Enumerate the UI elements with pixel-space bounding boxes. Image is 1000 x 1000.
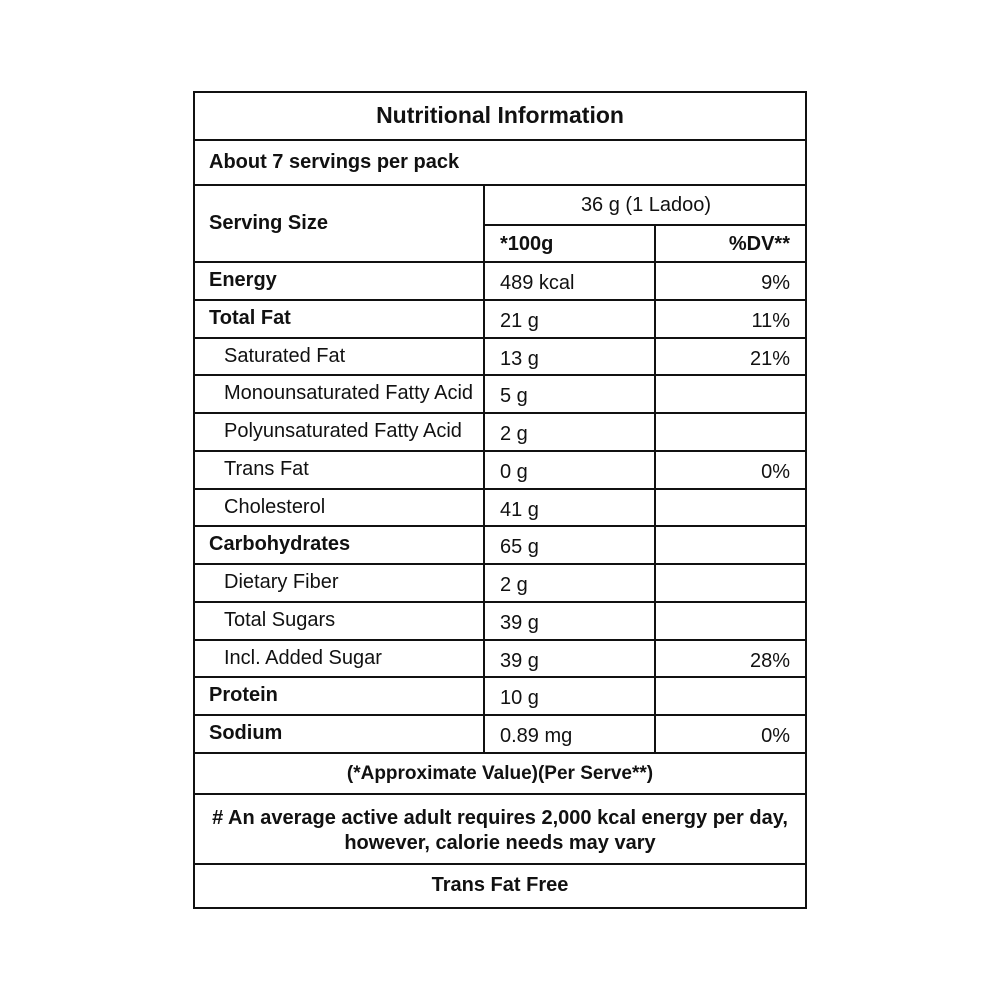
row-divider (193, 676, 807, 678)
column-header-100g: *100g (500, 233, 554, 255)
row-divider (193, 714, 807, 716)
nutrient-value: 39 g (500, 650, 539, 672)
nutrient-name: Protein (209, 684, 278, 706)
nutrient-daily-value: 28% (749, 650, 790, 672)
divider-table-end (193, 752, 807, 754)
column-divider-1 (483, 184, 485, 753)
row-divider (193, 601, 807, 603)
nutrient-daily-value: 11% (751, 310, 790, 332)
nutrient-name: Energy (209, 269, 277, 291)
nutrient-value: 0 g (500, 461, 528, 483)
divider-title (193, 139, 807, 141)
row-divider (193, 488, 807, 490)
nutrient-value: 0.89 mg (500, 725, 573, 747)
table-title: Nutritional Information (376, 102, 624, 128)
border-left (193, 91, 195, 909)
row-divider (193, 525, 807, 527)
nutrient-value: 13 g (500, 348, 539, 370)
nutrient-name: Cholesterol (224, 496, 326, 518)
nutrient-value: 489 kcal (500, 272, 575, 294)
divider-serving-size-sub (483, 224, 807, 226)
border-bottom (193, 907, 807, 909)
nutrient-name: Monounsaturated Fatty Acid (224, 382, 474, 404)
border-top (193, 91, 807, 93)
energy-requirement-note-line1: # An average active adult requires 2,000 kcal energy per day, (212, 807, 788, 829)
nutrient-daily-value: 9% (761, 272, 790, 294)
row-divider (193, 374, 807, 376)
serving-size-label: Serving Size (209, 212, 328, 234)
row-divider (193, 299, 807, 301)
nutrient-value: 39 g (500, 612, 539, 634)
nutrient-value: 21 g (500, 310, 539, 332)
divider-servings (193, 184, 807, 186)
nutrient-name: Incl. Added Sugar (224, 647, 382, 669)
trans-fat-free-label: Trans Fat Free (431, 874, 569, 896)
nutrient-name: Total Fat (209, 307, 291, 329)
nutrient-daily-value: 21% (749, 348, 790, 370)
nutrient-value: 41 g (500, 499, 539, 521)
nutrient-name: Trans Fat (224, 458, 309, 480)
row-divider (193, 639, 807, 641)
row-divider (193, 563, 807, 565)
nutrient-value: 10 g (500, 687, 539, 709)
row-divider (193, 337, 807, 339)
nutrient-value: 2 g (500, 423, 528, 445)
energy-requirement-note-line2: however, calorie needs may vary (344, 832, 656, 854)
nutrient-value: 5 g (500, 385, 528, 407)
row-divider (193, 412, 807, 414)
divider-header (193, 261, 807, 263)
nutrient-name: Saturated Fat (224, 345, 346, 367)
nutrient-daily-value: 0% (761, 461, 790, 483)
nutrient-value: 2 g (500, 574, 528, 596)
row-divider (193, 450, 807, 452)
servings-per-pack: About 7 servings per pack (209, 151, 460, 173)
nutrient-name: Total Sugars (224, 609, 336, 631)
nutrient-daily-value: 0% (761, 725, 790, 747)
nutrient-name: Sodium (209, 722, 283, 744)
serving-size-value: 36 g (1 Ladoo) (580, 194, 712, 216)
divider-approx (193, 793, 807, 795)
nutrition-table (193, 91, 807, 909)
nutrient-name: Polyunsaturated Fatty Acid (224, 420, 462, 442)
nutrient-value: 65 g (500, 536, 539, 558)
nutrient-name: Dietary Fiber (224, 571, 339, 593)
divider-energy-note (193, 863, 807, 865)
approximate-value-note: (*Approximate Value)(Per Serve**) (346, 763, 654, 784)
nutrient-name: Carbohydrates (209, 533, 351, 555)
column-header-dv: %DV** (728, 233, 790, 255)
